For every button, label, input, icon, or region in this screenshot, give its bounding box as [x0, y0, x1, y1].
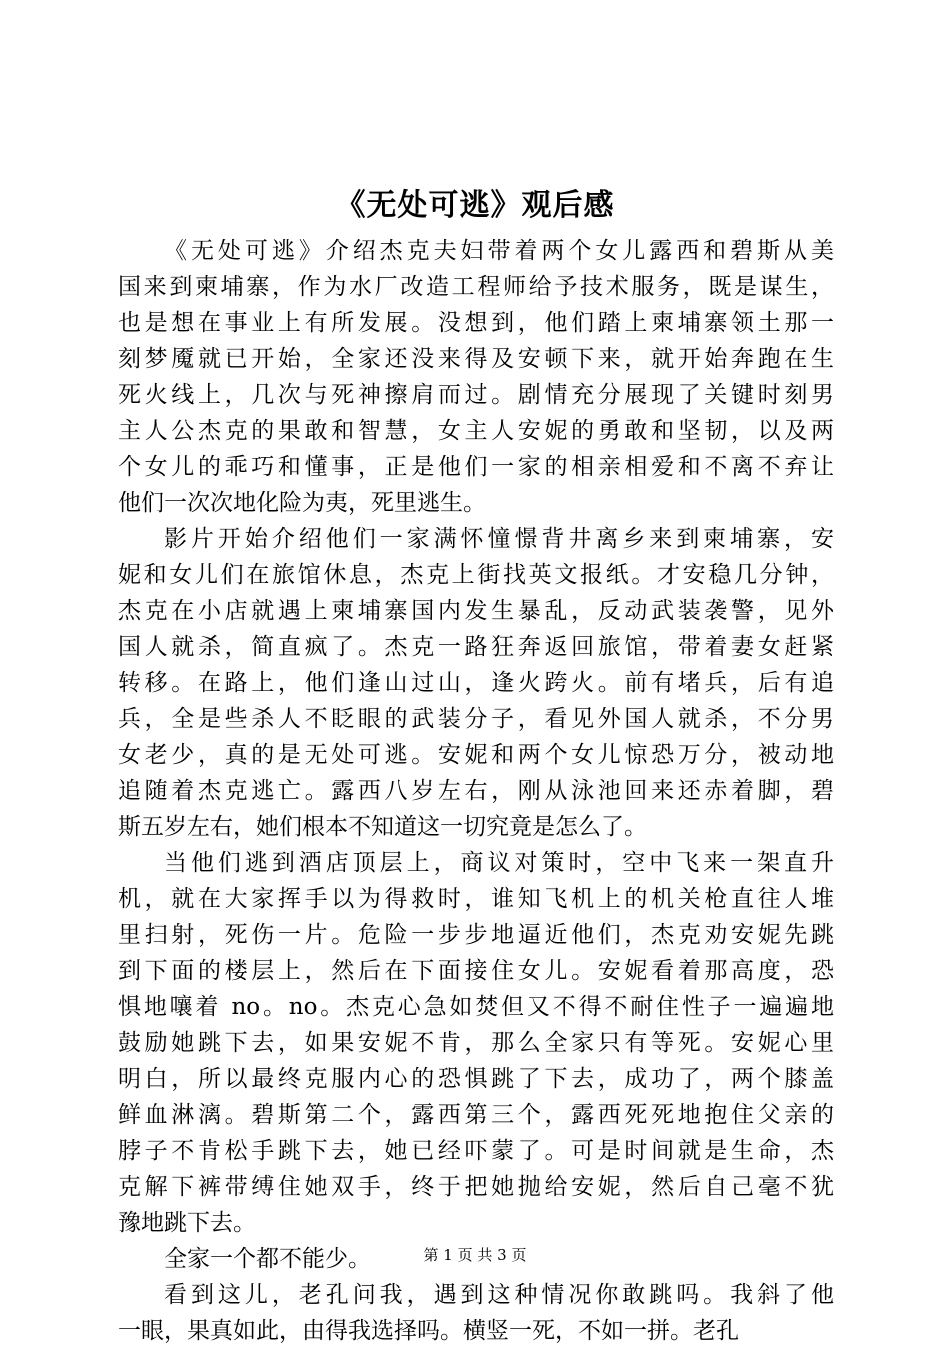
paragraph	[118, 521, 834, 845]
paragraph-line: 影片开始介绍他们一家满怀憧憬背井离乡来到柬埔寨，安	[164, 526, 834, 552]
paragraph-line: 女老少，真的是无处可逃。安妮和两个女儿惊恐万分，被动地	[118, 742, 834, 768]
paragraph-line: 克解下裤带缚住她双手，终于把她抛给安妮，然后自己毫不犹	[118, 1174, 834, 1200]
paragraph-line: 全家一个都不能少。	[164, 1246, 371, 1272]
paragraph-line: 国来到柬埔寨，作为水厂改造工程师给予技术服务，既是谋生，	[118, 274, 834, 300]
paragraph-line: 死火线上，几次与死神擦肩而过。剧情充分展现了关键时刻男	[118, 382, 834, 408]
paragraph-line: 他们一次次地化险为夷，死里逃生。	[118, 490, 486, 516]
paragraph-line: 惧地嚷着 no。no。杰克心急如焚但又不得不耐住性子一遍遍地	[118, 994, 834, 1020]
paragraph-line: 明白，所以最终克服内心的恐惧跳了下去，成功了，两个膝盖	[118, 1066, 834, 1092]
paragraph-line: 个女儿的乖巧和懂事，正是他们一家的相亲相爱和不离不弃让	[118, 454, 834, 480]
document-body	[118, 233, 834, 1349]
paragraph-line: 刻梦魇就已开始，全家还没来得及安顿下来，就开始奔跑在生	[118, 346, 834, 372]
paragraph-line: 也是想在事业上有所发展。没想到，他们踏上柬埔寨领土那一	[118, 310, 834, 336]
paragraph	[118, 233, 834, 521]
page-footer: 第 1 页 共 3 页	[423, 1246, 527, 1264]
paragraph-line: 鼓励她跳下去，如果安妮不肯，那么全家只有等死。安妮心里	[118, 1030, 834, 1056]
document-title: 《无处可逃》观后感	[335, 188, 615, 223]
paragraph-line: 豫地跳下去。	[118, 1210, 256, 1236]
paragraph	[118, 1277, 834, 1349]
paragraph-line: 当他们逃到酒店顶层上，商议对策时，空中飞来一架直升	[164, 850, 834, 876]
paragraph-line: 转移。在路上，他们逢山过山，逢火跨火。前有堵兵，后有追	[118, 670, 834, 696]
paragraph-line: 国人就杀，简直疯了。杰克一路狂奔返回旅馆，带着妻女赶紧	[118, 634, 834, 660]
paragraph-line: 鲜血淋漓。碧斯第二个，露西第三个，露西死死地抱住父亲的	[118, 1102, 834, 1128]
paragraph-line: 脖子不肯松手跳下去，她已经吓蒙了。可是时间就是生命，杰	[118, 1138, 834, 1164]
paragraph-line: 兵，全是些杀人不眨眼的武装分子，看见外国人就杀，不分男	[118, 706, 834, 732]
paragraph-line: 斯五岁左右，她们根本不知道这一切究竟是怎么了。	[118, 814, 647, 840]
paragraph-line: 里扫射，死伤一片。危险一步步地逼近他们，杰克劝安妮先跳	[118, 922, 834, 948]
paragraph	[118, 845, 834, 1241]
paragraph-line: 追随着杰克逃亡。露西八岁左右，刚从泳池回来还赤着脚，碧	[118, 778, 834, 804]
paragraph-line: 妮和女儿们在旅馆休息，杰克上街找英文报纸。才安稳几分钟，	[118, 562, 834, 588]
paragraph-line: 看到这儿，老孔问我，遇到这种情况你敢跳吗。我斜了他	[164, 1282, 834, 1308]
paragraph-line: 《无处可逃》介绍杰克夫妇带着两个女儿露西和碧斯从美	[164, 238, 834, 264]
paragraph-line: 主人公杰克的果敢和智慧，女主人安妮的勇敢和坚韧，以及两	[118, 418, 834, 444]
paragraph-line: 到下面的楼层上，然后在下面接住女儿。安妮看着那高度，恐	[118, 958, 834, 984]
paragraph-line: 杰克在小店就遇上柬埔寨国内发生暴乱，反动武装袭警，见外	[118, 598, 834, 624]
paragraph-line: 机，就在大家挥手以为得救时，谁知飞机上的机关枪直往人堆	[118, 886, 834, 912]
paragraph-line: 一眼，果真如此，由得我选择吗。横竖一死，不如一拼。老孔	[118, 1318, 739, 1344]
